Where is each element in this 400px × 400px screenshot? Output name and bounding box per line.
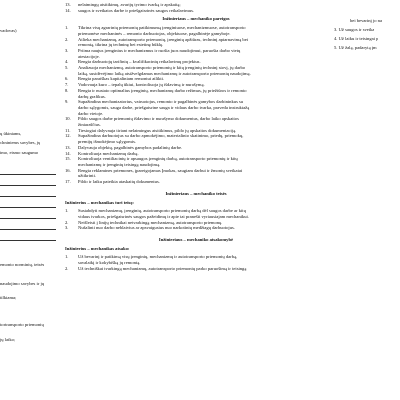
item-number: 3. [65,47,69,53]
item-number: 1. [65,25,69,31]
left-text-line: naudojimo savybes ir jų [0,281,45,286]
item-number: 14. [65,7,71,13]
item-text-continuation: darbo vietoje. [78,110,104,116]
item-text: Dalyvauja objektų, pagalbinės gamybos padalinių darbe. [78,144,183,150]
item-number: 6. [65,76,69,82]
item-number: 11. [65,127,71,133]
item-text: Supažindina mechanizatorius, vairuotojus, remonto ir pagalbinės gamybos darbininkus su [78,99,244,105]
list-item [65,179,327,185]
item-text: Supažindina darbuotojus su darbo apmokėjimo, materialinio skatinimo, priedų, priemokų, [78,133,244,139]
table-rule [0,196,56,197]
right-text-line: 4. Už laiku ir teisingai p [334,36,379,41]
item-text-continuation: darbo sąlygomis, sauga darbe, priešgaisrine sauga ir vidaus darbo tvarka, praveda instruktažą [78,104,250,110]
list-item [65,48,327,54]
left-page-column [0,0,60,400]
item-text-continuation: priemonėse mechaninės – remonto darbuotojas, objektuose, pagalbinėje gamyboje. [78,30,231,36]
responsibility-subheading: Inžinierius – mechanikas atsako: [65,245,130,251]
list-item [65,168,327,174]
item-text-continuation: premijų išmokėjimo sąlygomis. [78,139,137,145]
left-text-line: chniniems savybes, jų [0,140,41,145]
right-text-line: bei bevarinį jo na [350,18,383,23]
table-rule [0,185,56,186]
item-text-continuation: darbų grafikus. [78,93,106,99]
main-page-column [65,0,327,400]
left-text-line: tortransporto priemonių [0,322,44,327]
rights-subheading: Inžinierius – mechanikas turi teisę: [65,199,134,205]
item-number: 5. [65,65,69,71]
item-number: 4. [65,59,69,65]
table-rule [0,174,56,175]
item-text: Neišleisti į linijų technikai netvarkingą mechanizmą, autotransporto priemonę. [78,219,223,225]
item-text: Sustabdyti mechanizmų, įrenginių, autotransporto priemonių darbą dėl saugos darbe ar kitų [78,208,246,214]
item-text: nelaimingų atsitikimų, avarijų tyrimo tvarką ir apskaitą; [78,2,181,7]
item-text: Rengia reklamines priemones, įpareigojamas Įmokas, saugiam darbui ir žmonių sveikatai [78,167,243,173]
item-text: Kontroliuoja ventiliacinių ir apsaugos įrenginių darbą, autotransporto priemonių ir kitų [78,156,238,162]
left-text-line: vadovas) [0,28,17,33]
item-text: Pildo saugos darbe priemonių išdavimo ir nurašymo dokumentus, darbo laiko apskaitos [78,116,239,122]
left-text-line: ų ūkiniams, [0,131,22,136]
item-text-continuation: žiniaraščius. [78,122,101,128]
section-heading-rights: Inžinieriaus – mechaniko teisės [165,190,227,196]
item-text: saugos ir sveikatos darbe ir priešgaisrinės saugos reikalavimus. [78,7,195,13]
item-number: 16. [65,167,71,173]
duties-list [65,25,327,185]
right-page-column [334,0,400,400]
item-number: 15. [65,156,71,162]
list-item [65,88,327,94]
item-text-continuation: remontą, tikrina jų techninę bei estetinę būklę. [78,42,164,48]
item-text: Už bevarinį ir patikimą visų įrenginių, mechanizmų ir autotransporto priemonių darbą, [78,254,238,260]
list-item [65,266,327,272]
section-heading-responsibility: Inžinieriaus – mechaniko atsakomybė [158,237,234,243]
right-text-line: 3. Už saugos ir sveika [334,27,375,32]
item-number: 13. [65,2,71,7]
item-number: 2. [65,219,69,225]
item-text: Vadovauja kuro – tepalų ūkiui, kontroliuoja jų išdavimą ir nurašymą. [78,82,205,88]
item-number: 13. [65,144,71,150]
item-text-continuation: savalaikį ir kokybišką jų remontą. [78,260,141,266]
item-text: Rengia paraiškas kapitaliniam remontui atlikti. [78,76,165,82]
item-number: 12. [65,133,71,139]
list-item [65,25,327,31]
table-rule [0,218,56,219]
table-rule [0,229,56,230]
item-text: Rengia ir nustato optimalius įrenginių, mechanizmų darbo režimus, jų priežiūros ir remonto [78,87,247,93]
table-rule [0,207,56,208]
responsibility-list [65,254,327,271]
item-text: Analizuoja mechanizmų, autotransporto priemonių ir kitų įrenginių techninį stovį, jų darbo [78,65,246,71]
item-text: Tiesiogiai dalyvauja tiriant nelaimingus atsitikimus, pildo jų apskaitos dokumentaciją. [78,127,237,133]
table-rule [0,240,56,241]
item-number: 14. [65,150,71,156]
item-text: Kontroliuoja mechanizmų darbą. [78,150,139,156]
rights-list [65,208,327,231]
item-number: 1. [65,208,69,214]
item-text-continuation: atestacijoje. [78,53,100,59]
item-number: 1. [65,254,69,260]
left-text-line: imo, eismo saugumo [0,150,39,155]
left-text-line: jų laiko; [0,337,16,342]
list-item [65,8,327,14]
list-item [65,225,327,231]
section-heading-duties: Inžinieriaus – mechaniko pareigos [162,16,230,22]
left-text-line: emonto norminių, teisės [0,262,45,267]
item-text: Pildo ir laiku pateikia ataskaitų dokumentus. [78,179,160,185]
item-number: 10. [65,116,71,122]
item-text-continuation: laiką, susidėvėjimo laiką atsižvelgdamas mechanizmų ir autotransporto priemonių naudojimą. [78,70,251,76]
item-text: Priima naujus įrenginius ir mechanizmus ir ruošia juos naudojimui, paruošia darbo vietų [78,47,241,53]
item-text: Rengia darbuotojų tarifinių – kvalifikacinių reikalavimų projektus. [78,59,201,65]
item-text-continuation: vidaus tvarkos, priešgaisrinės saugos pažeidimų ir apie tai pranešti vyriausiajam mechanikui. [78,213,249,219]
item-number: 8. [65,87,69,93]
right-text-line: 5. Už žalą, padarytą įm [334,45,377,50]
item-text: Tikrina visų agrarinių priemonių patikimumą įrenginiuose, mechanizmuose, autotransporto [78,25,246,31]
item-number: 3. [65,225,69,231]
item-number: 7. [65,82,69,88]
item-text-continuation: užtikrinti. [78,173,96,179]
list-item [65,116,327,122]
item-number: 17. [65,179,71,185]
item-text: Už techniškai tvarkingą mechanizmų, autotransporto priemonių parko paruošimą ir teisingą [78,265,247,271]
item-text: Nušalinti nuo darbo neblaivius ar apsvaigusius nuo narkotinių medžiagų darbuotojus. [78,225,235,231]
item-number: 2. [65,36,69,42]
item-number: 9. [65,99,69,105]
item-number: 2. [65,265,69,271]
left-text-line: tilkiama; [0,295,17,300]
item-text-continuation: mechanizmų ir įrenginių teisingą naudojimą. [78,161,161,167]
item-text: Atlieka mechanizmų, autotransporto priemonių, įrenginių apžiūras, techninį aptarnavimą bei [78,36,249,42]
list-item [65,65,327,71]
